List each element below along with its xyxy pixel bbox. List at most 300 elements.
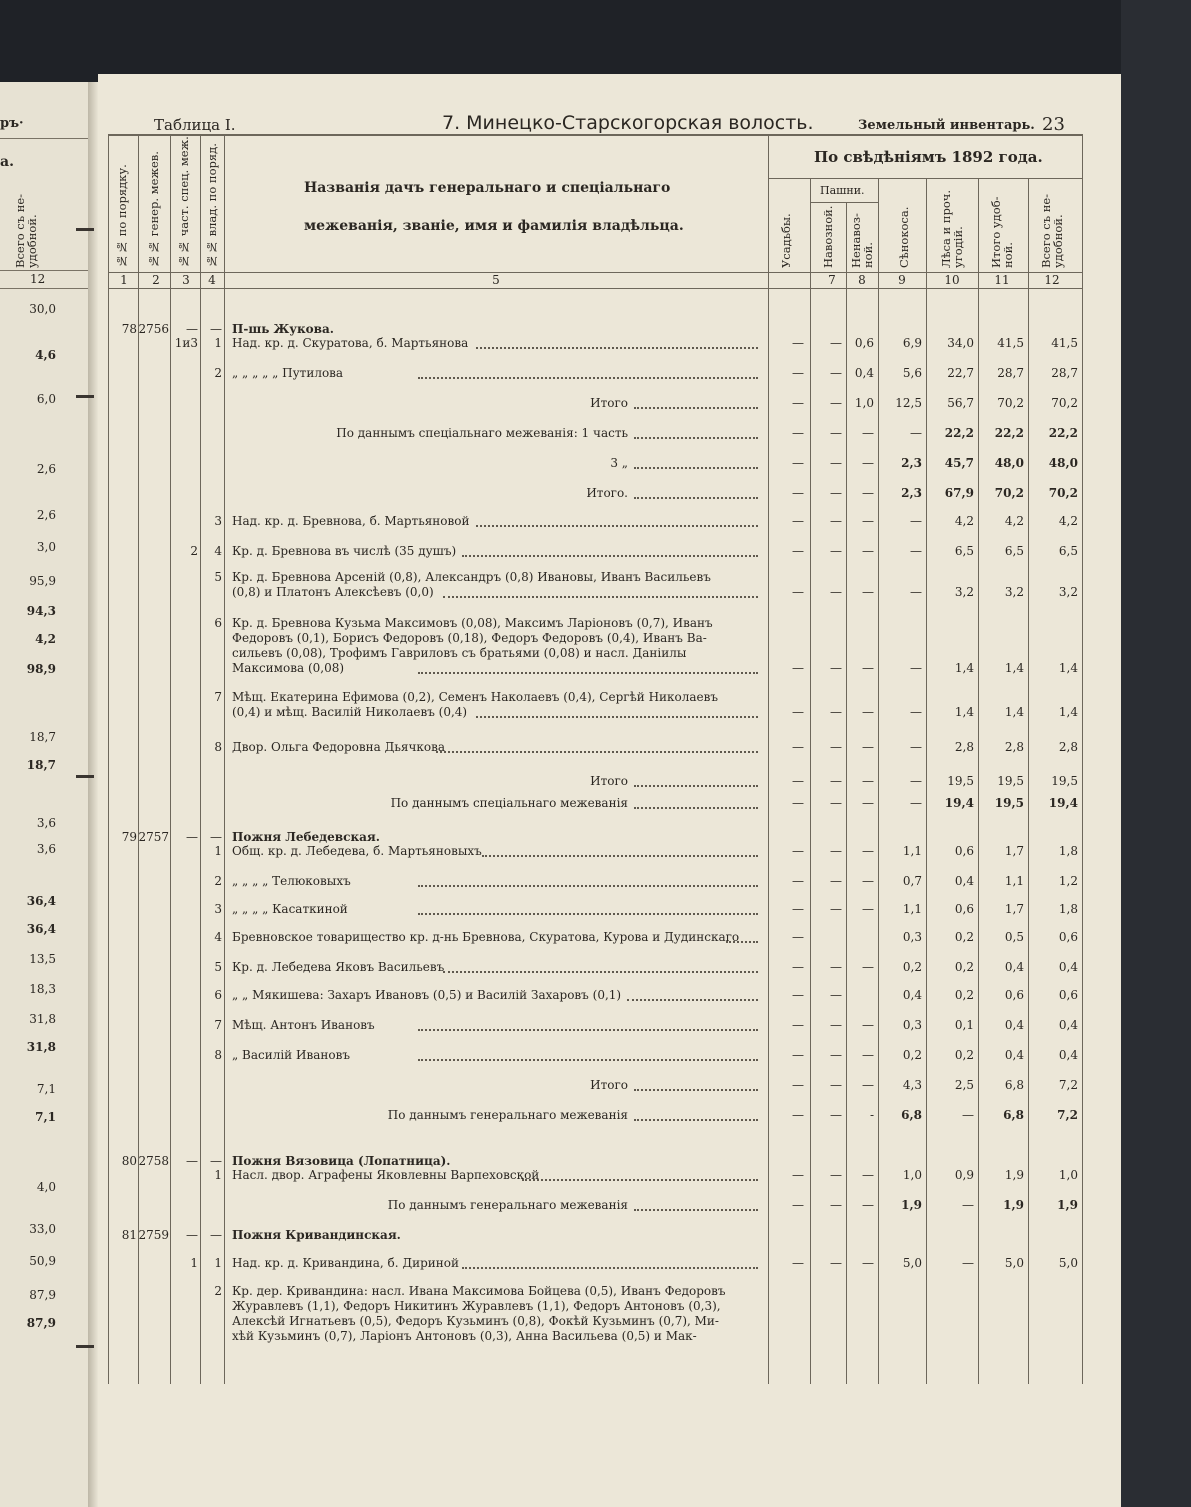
owner-number: 1 xyxy=(214,336,222,350)
cell-c7: — xyxy=(830,486,842,500)
owner-number: 2 xyxy=(214,1284,222,1298)
left-value: 98,9 xyxy=(26,662,56,676)
owner-number: 3 xyxy=(214,514,222,528)
cell-c10: — xyxy=(962,1256,974,1270)
cell-c7: — xyxy=(830,1108,842,1122)
leader-dots xyxy=(418,913,758,915)
cell-c10: 0,2 xyxy=(954,1048,974,1062)
cell-c12: 1,0 xyxy=(1058,1168,1078,1182)
left-value: 3,6 xyxy=(36,842,56,856)
cell-c11: 0,5 xyxy=(1004,930,1024,944)
owner-number: 7 xyxy=(214,690,222,704)
cell-c9: 1,0 xyxy=(902,1168,922,1182)
row-label: Бревновское товарищество кр. д-нь Бревнова, Скуратова, Курова и Дудинскаго xyxy=(232,930,740,944)
cell-c12: 1,9 xyxy=(1057,1198,1078,1212)
cell-c9: — xyxy=(910,796,922,810)
cell-c10: 0,6 xyxy=(954,902,974,916)
leader-dots xyxy=(462,1267,758,1269)
cell-c6: — xyxy=(792,874,804,888)
left-value: 6,0 xyxy=(36,392,56,406)
cell-c10: 0,9 xyxy=(954,1168,974,1182)
owner-number: 4 xyxy=(214,544,222,558)
row-label: 3 „ xyxy=(610,456,628,470)
cell-c9: 4,3 xyxy=(902,1078,922,1092)
owner-number: 8 xyxy=(214,1048,222,1062)
owner-number: 5 xyxy=(214,570,222,584)
leader-dots xyxy=(418,672,758,674)
cell-c7: — xyxy=(830,988,842,1002)
cell-c12: 19,5 xyxy=(1051,774,1078,788)
cell-c10: 45,7 xyxy=(944,456,974,470)
col-header-unmanured: Ненавоз- ной. xyxy=(849,213,875,268)
cell-c10: 3,2 xyxy=(954,585,974,599)
column-number: 11 xyxy=(994,273,1010,287)
cell-c12: 19,4 xyxy=(1048,796,1078,810)
left-value: 50,9 xyxy=(29,1254,56,1268)
row-label: Мѣщ. Антонъ Ивановъ xyxy=(232,1018,375,1032)
cell-c12: 7,2 xyxy=(1058,1078,1078,1092)
leader-dots xyxy=(627,999,758,1001)
cell-c7: — xyxy=(830,585,842,599)
cell-c10: 34,0 xyxy=(947,336,974,350)
cell-c12: 70,2 xyxy=(1048,486,1078,500)
cell-c8: — xyxy=(862,456,874,470)
cell-c6: — xyxy=(792,336,804,350)
survey-year-header: По свѣдѣніямъ 1892 года. xyxy=(814,148,1043,166)
cell-c9: 5,0 xyxy=(902,1256,922,1270)
cell-c12: 28,7 xyxy=(1051,366,1078,380)
row-label: „ „ „ „ „ Путилова xyxy=(232,366,344,380)
left-value: 13,5 xyxy=(29,952,56,966)
cell-c8: — xyxy=(862,740,874,754)
leader-dots xyxy=(634,807,758,809)
owner-number: 1 xyxy=(214,844,222,858)
row-label: П-шь Жукова. xyxy=(232,322,334,336)
cell-c9: — xyxy=(910,514,922,528)
cell-c6: — xyxy=(792,1198,804,1212)
cell-c6: — xyxy=(792,661,804,675)
owner-number: 2 xyxy=(214,874,222,888)
cell-c10: 0,4 xyxy=(954,874,974,888)
cell-c9: — xyxy=(910,774,922,788)
cell-c12: 22,2 xyxy=(1048,426,1078,440)
cell-c9: 12,5 xyxy=(895,396,922,410)
leader-dots xyxy=(462,555,758,557)
row-number: 79 xyxy=(121,830,137,844)
cell-c9: — xyxy=(910,705,922,719)
left-page xyxy=(0,82,88,1507)
cell-c11: 6,8 xyxy=(1004,1078,1024,1092)
left-value: 33,0 xyxy=(29,1222,56,1236)
cell-c10: 6,5 xyxy=(954,544,974,558)
cell-c8: — xyxy=(862,705,874,719)
cell-c7: — xyxy=(830,336,842,350)
plough-header: Пашни. xyxy=(820,184,865,197)
special-survey-number: — xyxy=(186,1154,198,1168)
leader-dots xyxy=(443,971,758,973)
cell-c11: 6,8 xyxy=(1003,1108,1024,1122)
cell-c6: — xyxy=(792,486,804,500)
col-header-estate: Усадьбы. xyxy=(779,213,793,268)
owner-number: 1 xyxy=(214,1168,222,1182)
cell-c11: 41,5 xyxy=(997,336,1024,350)
column-number: 7 xyxy=(828,273,836,287)
cell-c7: — xyxy=(830,366,842,380)
inventory-label: Земельный инвентарь. xyxy=(858,118,1035,133)
cell-c10: 0,2 xyxy=(954,988,974,1002)
cell-c8: 0,4 xyxy=(854,366,874,380)
column-number: 5 xyxy=(492,273,500,287)
cell-c8: — xyxy=(862,1198,874,1212)
owner-number: 6 xyxy=(214,616,222,630)
cell-c12: 0,4 xyxy=(1058,1018,1078,1032)
leader-dots xyxy=(418,885,758,887)
cell-c8: — xyxy=(862,486,874,500)
row-label: Над. кр. д. Скуратова, б. Мартьянова xyxy=(232,336,469,350)
cell-c8: — xyxy=(862,426,874,440)
leader-dots xyxy=(634,497,758,499)
cell-c7: — xyxy=(830,902,842,916)
cell-c9: 0,3 xyxy=(902,1018,922,1032)
cell-c6: — xyxy=(792,930,804,944)
row-label: (0,4) и мѣщ. Василій Николаевъ (0,4) xyxy=(232,705,468,719)
general-survey-number: 2757 xyxy=(138,830,169,844)
owner-number: — xyxy=(210,322,222,336)
cell-c7: — xyxy=(830,456,842,470)
cell-c8: 1,0 xyxy=(854,396,874,410)
col-header-special-survey: №№ част. спец. меж. xyxy=(177,136,191,268)
cell-c12: 1,2 xyxy=(1058,874,1078,888)
row-label: „ „ „ „ Телюковыхъ xyxy=(232,874,351,888)
cell-c9: — xyxy=(910,661,922,675)
row-number: 80 xyxy=(121,1154,137,1168)
cell-c11: 0,6 xyxy=(1004,988,1024,1002)
owner-number: 6 xyxy=(214,988,222,1002)
left-value: 18,7 xyxy=(26,758,56,772)
left-value: 95,9 xyxy=(29,574,56,588)
left-value: 36,4 xyxy=(26,894,56,908)
cell-c12: 0,4 xyxy=(1058,960,1078,974)
row-label: Кр. д. Бревнова Кузьма Максимовъ (0,08), Максимъ Ларіоновъ (0,7), Иванъ xyxy=(232,616,713,630)
owner-number: 4 xyxy=(214,930,222,944)
col-header-owner-order: №№ влад. по поряд. xyxy=(205,143,219,268)
row-label: Двор. Ольга Федоровна Дьячкова xyxy=(232,740,446,754)
col-header-order: №№ по порядку. xyxy=(115,164,129,268)
row-label: „ Василій Ивановъ xyxy=(232,1048,350,1062)
left-column-header: Всего съ не- удобной. xyxy=(13,193,39,268)
cell-c7: — xyxy=(830,1078,842,1092)
row-number: 81 xyxy=(121,1228,137,1242)
cell-c11: 1,9 xyxy=(1004,1168,1024,1182)
cell-c7: — xyxy=(830,544,842,558)
row-label: Журавлевъ (1,1), Федоръ Никитинъ Журавлевъ (1,1), Федоръ Антоновъ (0,3), xyxy=(232,1299,721,1313)
cell-c9: 2,3 xyxy=(901,486,922,500)
cell-c11: 1,9 xyxy=(1003,1198,1024,1212)
cell-c11: 22,2 xyxy=(994,426,1024,440)
row-number: 78 xyxy=(121,322,137,336)
cell-c12: 0,6 xyxy=(1058,930,1078,944)
row-label: „ „ „ „ Касаткиной xyxy=(232,902,348,916)
cell-c11: 3,2 xyxy=(1004,585,1024,599)
row-label: Итого. xyxy=(586,486,628,500)
column-number: 12 xyxy=(1044,273,1060,287)
cell-c9: 0,4 xyxy=(902,988,922,1002)
leader-dots xyxy=(726,941,758,943)
cell-c6: — xyxy=(792,544,804,558)
cell-c6: — xyxy=(792,1018,804,1032)
row-label: Над. кр. д. Бревнова, б. Мартьяновой xyxy=(232,514,470,528)
cell-c7: — xyxy=(830,844,842,858)
leader-dots xyxy=(522,1179,758,1181)
cell-c9: 6,9 xyxy=(902,336,922,350)
cell-c10: 19,5 xyxy=(947,774,974,788)
cell-c12: 3,2 xyxy=(1058,585,1078,599)
col-header-general-survey: №№ генер. межев. xyxy=(147,151,161,268)
cell-c11: 1,1 xyxy=(1004,874,1024,888)
cell-c12: 0,6 xyxy=(1058,988,1078,1002)
cell-c7: — xyxy=(830,514,842,528)
cell-c6: — xyxy=(792,960,804,974)
cell-c11: 28,7 xyxy=(997,366,1024,380)
cell-c12: 41,5 xyxy=(1051,336,1078,350)
column-number: 4 xyxy=(208,273,216,287)
cell-c12: 1,4 xyxy=(1058,661,1078,675)
left-value: 3,6 xyxy=(36,816,56,830)
row-label: Кр. д. Лебедева Яковъ Васильевъ xyxy=(232,960,445,974)
left-header-fragment: ръ· xyxy=(0,116,24,131)
cell-c9: 2,3 xyxy=(901,456,922,470)
cell-c6: — xyxy=(792,844,804,858)
general-survey-number: 2759 xyxy=(138,1228,169,1242)
cell-c6: — xyxy=(792,426,804,440)
row-label: Алексѣй Игнатьевъ (0,5), Федоръ Кузьминъ (0,8), Фокѣй Кузьминъ (0,7), Ми- xyxy=(232,1314,719,1328)
page-number: 23 xyxy=(1042,114,1065,135)
leader-dots xyxy=(634,467,758,469)
cell-c12: 7,2 xyxy=(1057,1108,1078,1122)
cell-c6: — xyxy=(792,1256,804,1270)
special-survey-number: — xyxy=(186,1228,198,1242)
row-label: Насл. двор. Аграфены Яковлевны Варпеховской xyxy=(232,1168,540,1182)
cell-c8: — xyxy=(862,1078,874,1092)
left-value: 2,6 xyxy=(36,508,56,522)
cell-c11: 0,4 xyxy=(1004,960,1024,974)
row-label: По даннымъ спеціальнаго межеванія xyxy=(390,796,628,810)
cell-c10: 22,7 xyxy=(947,366,974,380)
cell-c6: — xyxy=(792,796,804,810)
cell-c7: — xyxy=(830,426,842,440)
cell-c6: — xyxy=(792,1168,804,1182)
row-label: Итого xyxy=(590,396,628,410)
left-value: 4,2 xyxy=(35,632,56,646)
row-label: Максимова (0,08) xyxy=(232,661,345,675)
column-number: 9 xyxy=(898,273,906,287)
leader-dots xyxy=(634,1119,758,1121)
cell-c10: — xyxy=(962,1198,974,1212)
cell-c7: — xyxy=(830,1256,842,1270)
cell-c11: 19,5 xyxy=(997,774,1024,788)
cell-c9: — xyxy=(910,426,922,440)
cell-c7: — xyxy=(830,960,842,974)
left-value: 2,6 xyxy=(36,462,56,476)
cell-c8: 0,6 xyxy=(854,336,874,350)
cell-c7: — xyxy=(830,1198,842,1212)
cell-c6: — xyxy=(792,988,804,1002)
table-label: Таблица I. xyxy=(154,116,236,134)
cell-c6: — xyxy=(792,740,804,754)
general-survey-number: 2758 xyxy=(138,1154,169,1168)
cell-c9: 0,2 xyxy=(902,1048,922,1062)
cell-c6: — xyxy=(792,1108,804,1122)
row-label: Общ. кр. д. Лебедева, б. Мартьяновыхъ xyxy=(232,844,482,858)
cell-c6: — xyxy=(792,366,804,380)
cell-c7: — xyxy=(830,874,842,888)
leader-dots xyxy=(418,1029,758,1031)
left-value: 18,7 xyxy=(29,730,56,744)
cell-c9: 1,1 xyxy=(902,844,922,858)
owner-number: — xyxy=(210,1154,222,1168)
cell-c11: 70,2 xyxy=(994,486,1024,500)
cell-c6: — xyxy=(792,705,804,719)
cell-c12: 4,2 xyxy=(1058,514,1078,528)
cell-c12: 1,8 xyxy=(1058,902,1078,916)
leader-dots xyxy=(418,377,758,379)
cell-c7: — xyxy=(830,705,842,719)
cell-c11: 5,0 xyxy=(1004,1256,1024,1270)
left-value: 94,3 xyxy=(26,604,56,618)
cell-c7: — xyxy=(830,774,842,788)
leader-dots xyxy=(443,596,758,598)
cell-c10: — xyxy=(962,1108,974,1122)
row-label: По даннымъ спеціальнаго межеванія: 1 часть xyxy=(336,426,628,440)
owner-number: 7 xyxy=(214,1018,222,1032)
leader-dots xyxy=(634,437,758,439)
cell-c10: 0,1 xyxy=(954,1018,974,1032)
cell-c8: — xyxy=(862,1048,874,1062)
cell-c8: - xyxy=(869,1108,874,1122)
left-value: 87,9 xyxy=(26,1316,56,1330)
cell-c7: — xyxy=(830,796,842,810)
row-label: Кр. дер. Кривандина: насл. Ивана Максимова Бойцева (0,5), Иванъ Федоровъ xyxy=(232,1284,726,1298)
cell-c7: — xyxy=(830,661,842,675)
left-value: 7,1 xyxy=(36,1082,56,1096)
cell-c10: 22,2 xyxy=(944,426,974,440)
cell-c10: 2,5 xyxy=(954,1078,974,1092)
leader-dots xyxy=(436,751,758,753)
cell-c11: 1,4 xyxy=(1004,705,1024,719)
leader-dots xyxy=(476,716,758,718)
leader-dots xyxy=(476,347,758,349)
col-header-forest: Лѣса и проч. угодій. xyxy=(939,189,965,268)
cell-c10: 2,8 xyxy=(954,740,974,754)
cell-c8: — xyxy=(862,774,874,788)
cell-c8: — xyxy=(862,514,874,528)
left-subheader-fragment: а. xyxy=(0,154,14,170)
column-number: 3 xyxy=(182,273,190,287)
col-header-total-usable: Итого удоб- ной. xyxy=(989,196,1015,268)
left-value: 31,8 xyxy=(29,1012,56,1026)
cell-c10: 19,4 xyxy=(944,796,974,810)
cell-c6: — xyxy=(792,514,804,528)
row-label: Итого xyxy=(590,1078,628,1092)
cell-c10: 4,2 xyxy=(954,514,974,528)
column-number: 2 xyxy=(152,273,160,287)
leader-dots xyxy=(476,525,758,527)
leader-dots xyxy=(634,1209,758,1211)
row-label: Кр. д. Бревнова въ числѣ (35 душъ) xyxy=(232,544,457,558)
row-label: „ „ Мякишева: Захаръ Ивановъ (0,5) и Василій Захаровъ (0,1) xyxy=(232,988,622,1002)
row-label: Пожня Вязовица (Лопатница). xyxy=(232,1154,451,1168)
cell-c11: 4,2 xyxy=(1004,514,1024,528)
cell-c12: 0,4 xyxy=(1058,1048,1078,1062)
cell-c8: — xyxy=(862,960,874,974)
cell-c11: 1,7 xyxy=(1004,844,1024,858)
owner-number: 5 xyxy=(214,960,222,974)
owner-number: 1 xyxy=(214,1256,222,1270)
column-number: 8 xyxy=(858,273,866,287)
left-value: 31,8 xyxy=(26,1040,56,1054)
names-header-line2: межеванія, званіе, имя и фамилія владѣльца. xyxy=(304,218,684,234)
leader-dots xyxy=(634,1089,758,1091)
cell-c9: 5,6 xyxy=(902,366,922,380)
cell-c7: — xyxy=(830,1018,842,1032)
cell-c11: 1,7 xyxy=(1004,902,1024,916)
owner-number: 3 xyxy=(214,902,222,916)
cell-c8: — xyxy=(862,1168,874,1182)
cell-c8: — xyxy=(862,661,874,675)
cell-c12: 5,0 xyxy=(1058,1256,1078,1270)
cell-c9: — xyxy=(910,544,922,558)
cell-c7: — xyxy=(830,1048,842,1062)
row-label: (0,8) и Платонъ Алексѣевъ (0,0) xyxy=(232,585,434,599)
cell-c11: 70,2 xyxy=(997,396,1024,410)
cell-c12: 1,4 xyxy=(1058,705,1078,719)
cell-c11: 0,4 xyxy=(1004,1018,1024,1032)
leader-dots xyxy=(418,1059,758,1061)
row-label: Пожня Кривандинская. xyxy=(232,1228,401,1242)
left-value: 4,0 xyxy=(36,1180,56,1194)
cell-c8: — xyxy=(862,544,874,558)
row-label: Мѣщ. Екатерина Ефимова (0,2), Семенъ Наколаевъ (0,4), Сергѣй Николаевъ xyxy=(232,690,719,704)
col-header-hayfield: Сѣнокоса. xyxy=(897,206,911,268)
owner-number: 2 xyxy=(214,366,222,380)
left-column-number: 12 xyxy=(30,272,46,286)
column-number: 10 xyxy=(944,273,960,287)
cell-c10: 0,2 xyxy=(954,930,974,944)
names-header-line1: Названія дачъ генеральнаго и спеціальнаго xyxy=(304,180,671,196)
cell-c12: 2,8 xyxy=(1058,740,1078,754)
row-label: сильевъ (0,08), Трофимъ Гавриловъ съ братьями (0,08) и насл. Даніилы xyxy=(232,646,687,660)
cell-c12: 70,2 xyxy=(1051,396,1078,410)
left-value: 18,3 xyxy=(29,982,56,996)
cell-c8: — xyxy=(862,874,874,888)
leader-dots xyxy=(482,855,758,857)
ledger-page xyxy=(98,74,1121,1507)
cell-c12: 6,5 xyxy=(1058,544,1078,558)
cell-c8: — xyxy=(862,585,874,599)
left-value: 3,0 xyxy=(36,540,56,554)
cell-c12: 1,8 xyxy=(1058,844,1078,858)
cell-c9: 1,1 xyxy=(902,902,922,916)
cell-c9: — xyxy=(910,740,922,754)
row-label: Федоровъ (0,1), Борисъ Федоровъ (0,18), Федоръ Федоровъ (0,4), Иванъ Ва- xyxy=(232,631,707,645)
cell-c10: 0,2 xyxy=(954,960,974,974)
row-label: Над. кр. д. Кривандина, б. Дириной xyxy=(232,1256,460,1270)
cell-c7: — xyxy=(830,1168,842,1182)
cell-c6: — xyxy=(792,1078,804,1092)
cell-c9: 0,7 xyxy=(902,874,922,888)
column-number: 1 xyxy=(120,273,128,287)
cell-c12: 48,0 xyxy=(1048,456,1078,470)
